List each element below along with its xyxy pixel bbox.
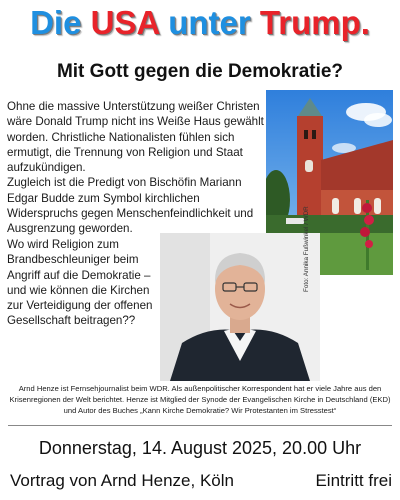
event-date: Donnerstag, 14. August 2025, 20.00 Uhr bbox=[38, 438, 362, 458]
intro-paragraph-2: Zugleich ist die Predigt von Bischöfin Mariann Edgar Budde zum Symbol kirchlichen Widerspruchs gegen Menschenfeindlichkeit und Ausgrenzung geworden. bbox=[7, 176, 254, 236]
speaker-portrait bbox=[160, 233, 320, 381]
speaker-bio: Arnd Henze ist Fernsehjournalist beim WDR. Als außenpolitischer Korrespondent hat er viele Jahre aus den Krisenregionen der Welt berichtet. Henze ist Mitglied der Synode der Evangelischen Kirche in Deutschland (EKD) und Autor des Buches „Kann Kirche Demokratie? Wir Protestanten im Stresstest“ bbox=[9, 384, 391, 416]
headline-part-usa: USA bbox=[90, 4, 169, 41]
intro-paragraph-1: Ohne die massive Unterstützung weißer Christen wäre Donald Trump nicht ins Weiße Haus gewählt worden. Christliche Nationalisten fühlen sich ermutigt, die Trennung von Religion und Staat aufzukündigen. bbox=[7, 100, 264, 175]
question-paragraph: Wo wird Religion zum Brandbeschleuniger beim Angriff auf die Demokratie – und wie können die Kirchen zur Verteidigung der offenen Gesellschaft beitragen?? bbox=[7, 238, 153, 328]
event-admission: Eintritt frei bbox=[315, 471, 392, 490]
event-speaker: Vortrag von Arnd Henze, Köln bbox=[10, 471, 234, 490]
headline bbox=[0, 3, 400, 43]
divider bbox=[8, 425, 392, 426]
headline-part-die: Die bbox=[30, 4, 91, 41]
intro-text bbox=[7, 99, 269, 237]
subtitle: Mit Gott gegen die Demokratie? bbox=[56, 61, 344, 82]
photo-credit: Foto: Annika Fußwinkel / WDR bbox=[303, 206, 310, 292]
headline-part-unter: unter bbox=[168, 4, 260, 41]
headline-part-trump: Trump. bbox=[259, 4, 370, 41]
